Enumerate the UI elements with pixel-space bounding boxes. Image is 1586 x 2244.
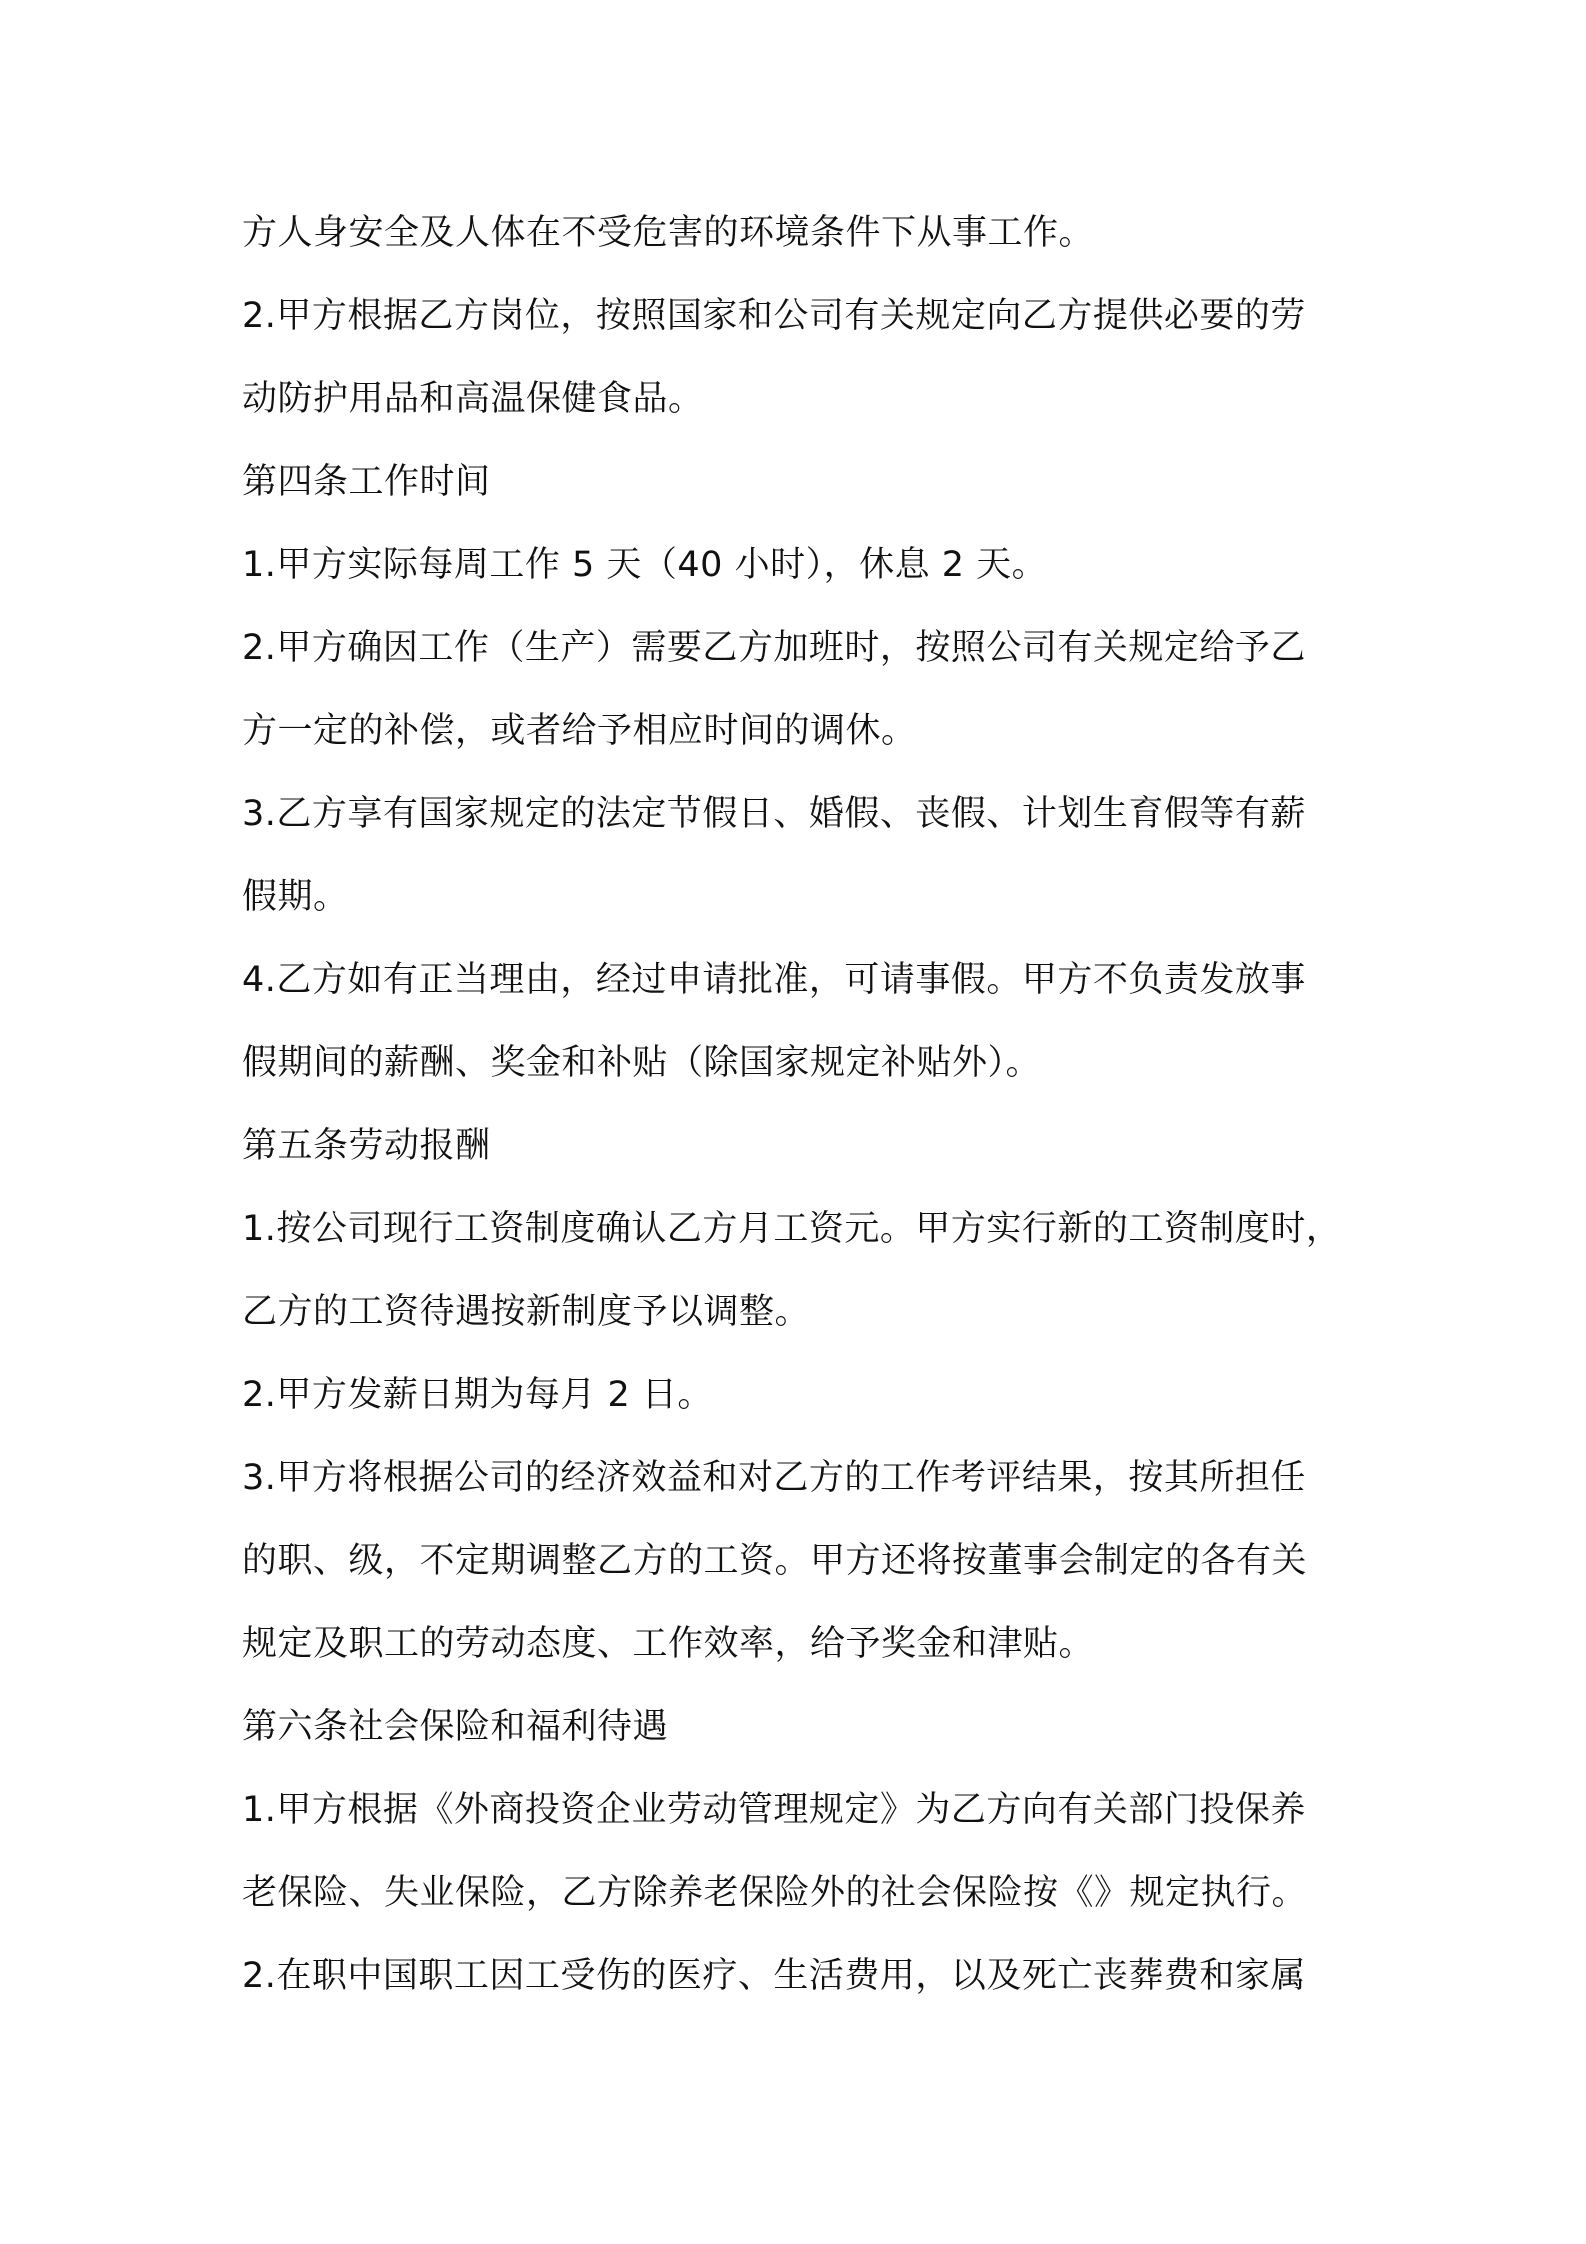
section-heading: 第六条社会保险和福利待遇 [242, 1707, 669, 1747]
text-line: 1.甲方实际每周工作 5 天（40 小时），休息 2 天。 [242, 545, 1048, 585]
text-line: 规定及职工的劳动态度、工作效率，给予奖金和津贴。 [242, 1624, 1095, 1664]
text-line: 方人身安全及人体在不受危害的环境条件下从事工作。 [242, 213, 1095, 253]
text-line: 假期间的薪酬、奖金和补贴（除国家规定补贴外）。 [242, 1043, 1042, 1083]
text-line: 2.在职中国职工因工受伤的医疗、生活费用，以及死亡丧葬费和家属 [242, 1956, 1306, 1996]
text-line: 2.甲方确因工作（生产）需要乙方加班时，按照公司有关规定给予乙 [242, 628, 1306, 668]
document-body [242, 192, 1372, 2018]
text-line: 2.甲方发薪日期为每月 2 日。 [242, 1375, 713, 1415]
text-line: 假期。 [242, 877, 349, 917]
text-line: 1.按公司现行工资制度确认乙方月工资元。甲方实行新的工资制度时， [242, 1209, 1342, 1249]
text-line: 的职、级，不定期调整乙方的工资。甲方还将按董事会制定的各有关 [242, 1541, 1308, 1581]
text-line: 动防护用品和高温保健食品。 [242, 379, 704, 419]
text-line: 乙方的工资待遇按新制度予以调整。 [242, 1292, 811, 1332]
text-line: 1.甲方根据《外商投资企业劳动管理规定》为乙方向有关部门投保养 [242, 1790, 1306, 1830]
text-line: 3.甲方将根据公司的经济效益和对乙方的工作考评结果，按其所担任 [242, 1458, 1306, 1498]
text-line: 2.甲方根据乙方岗位，按照国家和公司有关规定向乙方提供必要的劳 [242, 296, 1306, 336]
text-line: 3.乙方享有国家规定的法定节假日、婚假、丧假、计划生育假等有薪 [242, 794, 1306, 834]
text-line: 4.乙方如有正当理由，经过申请批准，可请事假。甲方不负责发放事 [242, 960, 1306, 1000]
section-heading: 第四条工作时间 [242, 462, 491, 502]
section-heading: 第五条劳动报酬 [242, 1126, 491, 1166]
text-line: 方一定的补偿，或者给予相应时间的调休。 [242, 711, 917, 751]
text-line: 老保险、失业保险，乙方除养老保险外的社会保险按《》规定执行。 [242, 1873, 1308, 1913]
